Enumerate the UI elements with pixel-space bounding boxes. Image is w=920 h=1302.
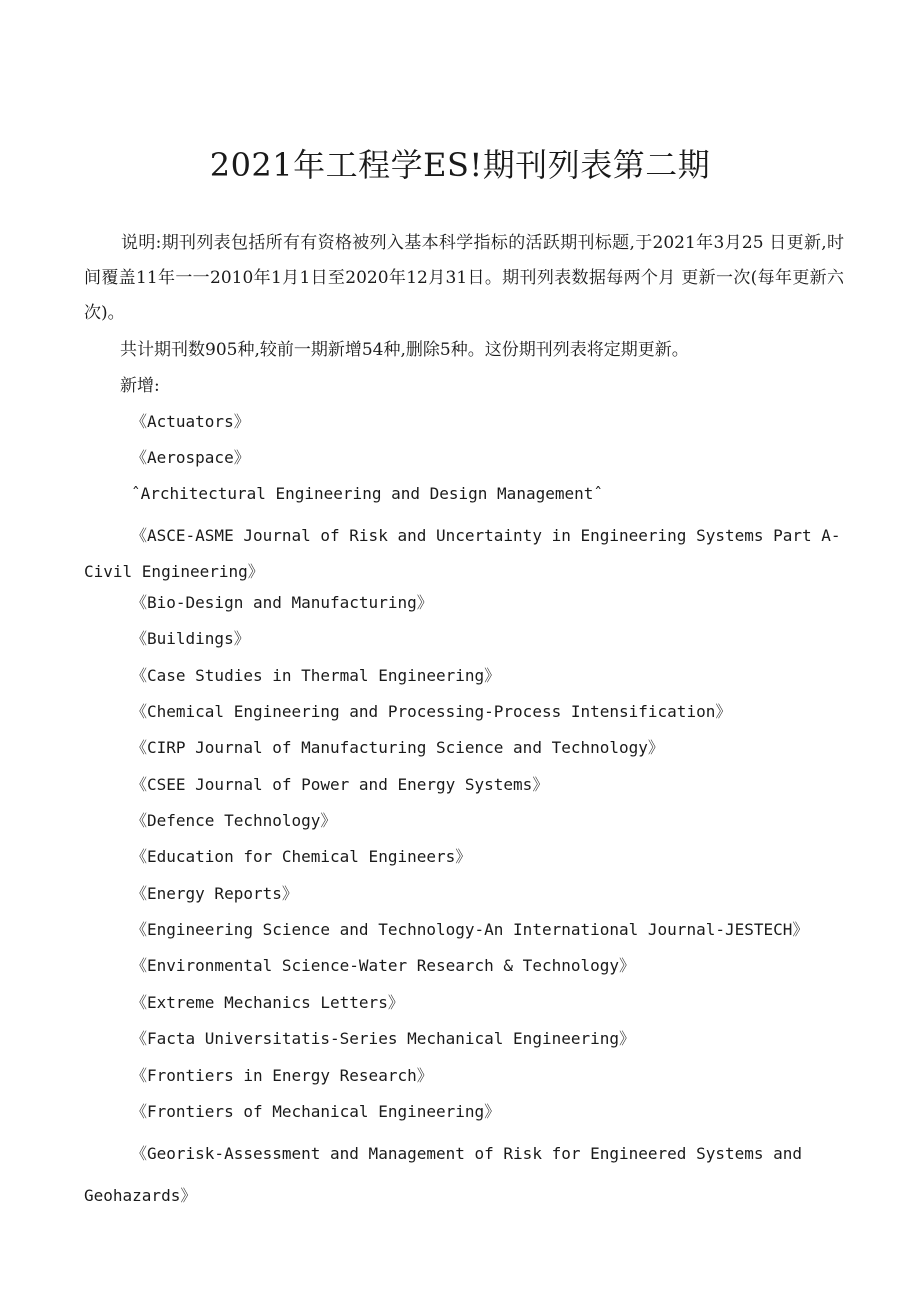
journal-item: ˆArchitectural Engineering and Design Managementˆ <box>131 484 604 503</box>
journal-item: 《Aerospace》 <box>131 448 250 467</box>
journal-item: 《Environmental Science-Water Research & Technology》 <box>131 956 636 975</box>
description-paragraph: 说明:期刊列表包括所有有资格被列入基本科学指标的活跃期刊标题,于2021年3月25 日更新,时间覆盖11年一一2010年1月1日至2020年12月31日。期刊列表数据每两个月 更新一次(每年更新六次)。 <box>84 233 844 323</box>
page-title: 2021年工程学ES!期刊列表第二期 <box>209 146 711 184</box>
journal-item: 《CSEE Journal of Power and Energy Systems》 <box>131 775 549 794</box>
journal-item: 《Education for Chemical Engineers》 <box>131 847 472 866</box>
journal-item: 《Energy Reports》 <box>131 884 298 903</box>
journal-item: 《Actuators》 <box>131 412 250 431</box>
new-section-label: 新增: <box>120 376 160 396</box>
journal-item: 《Extreme Mechanics Letters》 <box>131 993 404 1012</box>
journal-item: 《Engineering Science and Technology-An International Journal-JESTECH》 <box>131 920 809 939</box>
journal-item: 《CIRP Journal of Manufacturing Science and Technology》 <box>131 738 664 757</box>
journal-item: 《Georisk-Assessment and Management of Risk for Engineered Systems and Geohazards》 <box>84 1144 803 1205</box>
journal-item: 《Defence Technology》 <box>131 811 337 830</box>
summary-line: 共计期刊数905种,较前一期新增54种,删除5种。这份期刊列表将定期更新。 <box>120 340 689 360</box>
journal-item: 《Bio-Design and Manufacturing》 <box>131 593 433 612</box>
journal-item: 《Facta Universitatis-Series Mechanical Engineering》 <box>131 1029 636 1048</box>
journal-item: 《Buildings》 <box>131 629 250 648</box>
journal-item: 《Case Studies in Thermal Engineering》 <box>131 666 501 685</box>
journal-item: 《Frontiers of Mechanical Engineering》 <box>131 1102 501 1121</box>
journal-item: 《Chemical Engineering and Processing-Process Intensification》 <box>131 702 732 721</box>
journal-item: 《Frontiers in Energy Research》 <box>131 1066 433 1085</box>
journal-item: 《ASCE-ASME Journal of Risk and Uncertainty in Engineering Systems Part A-Civil Engineering》 <box>84 526 841 581</box>
